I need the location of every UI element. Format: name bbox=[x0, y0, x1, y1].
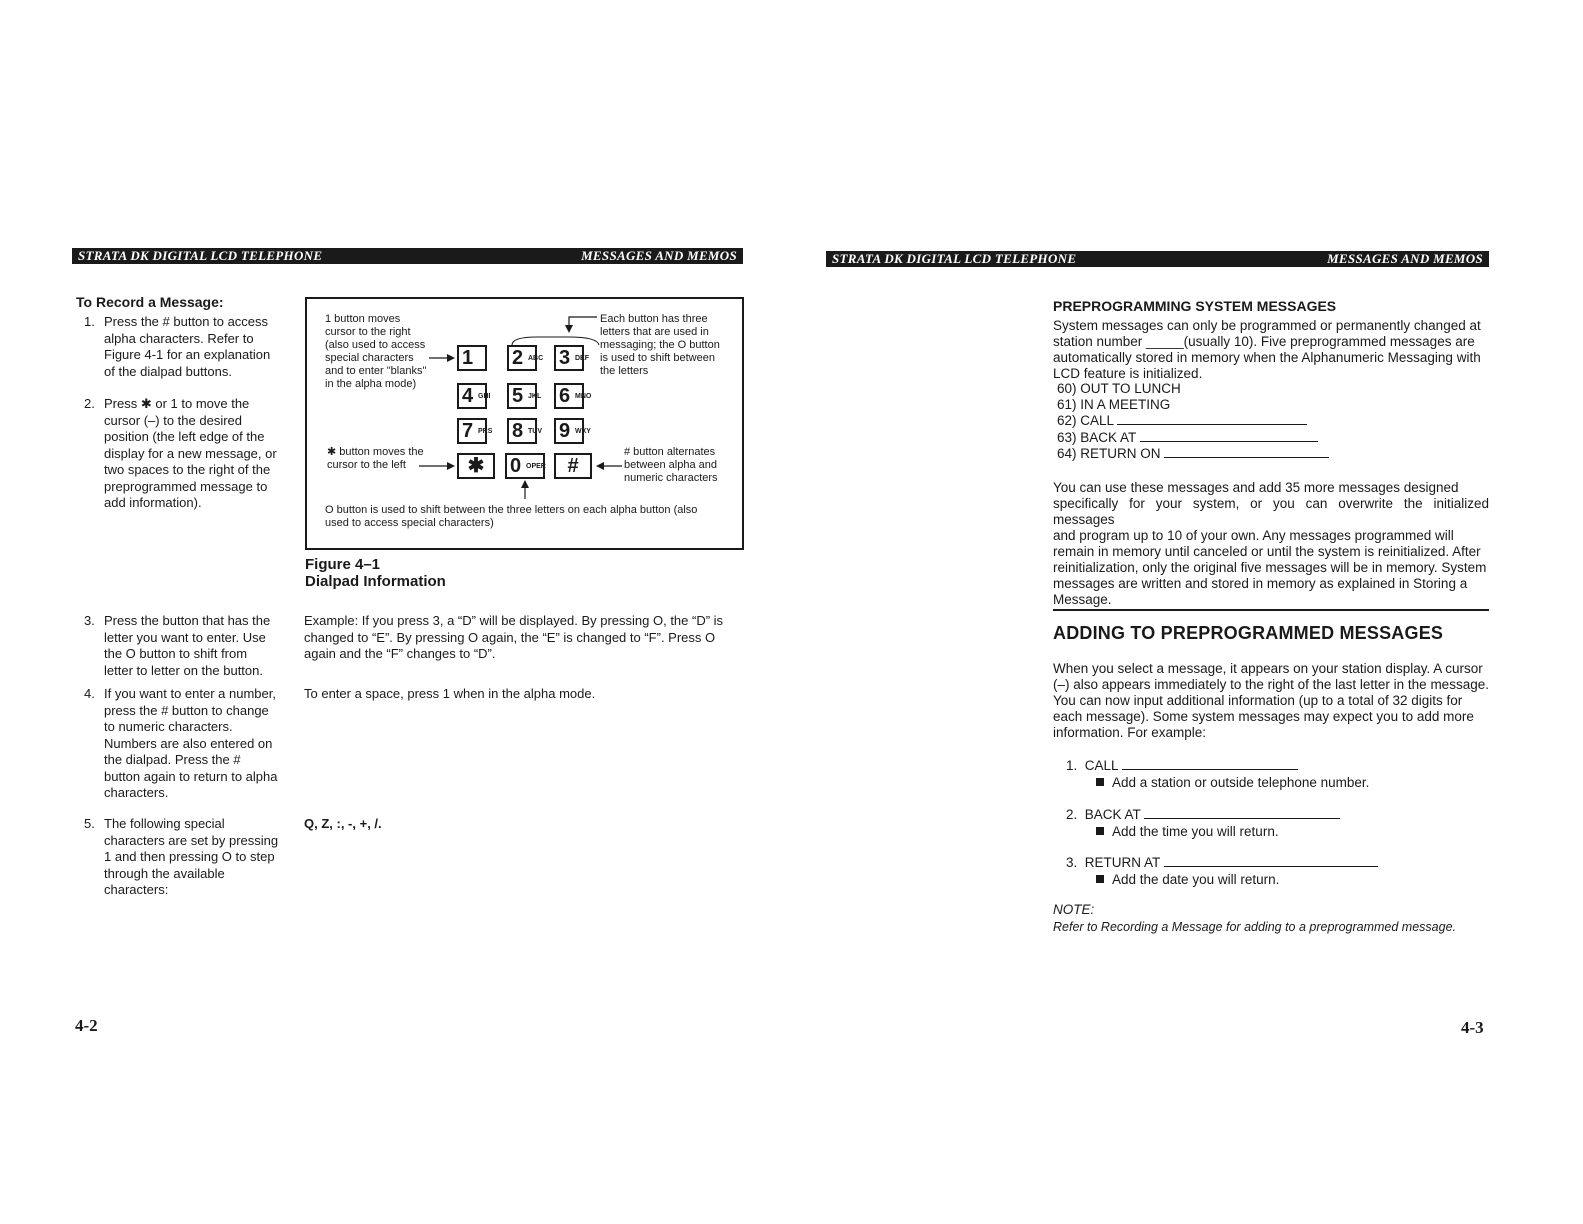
key-letters: PRS bbox=[478, 428, 493, 435]
step-line: characters are set by pressing bbox=[104, 832, 279, 848]
step-line: two spaces to the right of the bbox=[104, 462, 271, 477]
arrowhead-pound bbox=[596, 462, 604, 470]
figure-number: Figure 4–1 bbox=[305, 556, 381, 573]
square-bullet-icon bbox=[1096, 875, 1104, 883]
message-61 bbox=[1057, 397, 1170, 413]
key-digit: 7 bbox=[462, 420, 474, 442]
label-line: is used to shift between bbox=[600, 352, 715, 364]
key-letters: GHI bbox=[478, 393, 491, 400]
message-63 bbox=[1057, 430, 1318, 446]
step-line: 1 and then pressing O to step bbox=[104, 849, 275, 864]
body-line: messages are written and stored in memory as explained in Storing a bbox=[1053, 576, 1468, 591]
body-line: You can use these messages and add 35 more messages designed bbox=[1053, 480, 1459, 495]
arrowhead-star bbox=[447, 462, 455, 470]
step-number: 3. bbox=[84, 613, 95, 628]
example-note bbox=[1096, 823, 1426, 840]
label-line: O button is used to shift between the three letters on each alpha button (also bbox=[325, 504, 698, 516]
step-line: characters. bbox=[104, 785, 169, 800]
key-letters: MNO bbox=[575, 393, 592, 400]
example-line: Example: If you press 3, a “D” will be displayed. By pressing O, the “D” is bbox=[304, 613, 724, 628]
message-list bbox=[1057, 381, 1357, 465]
example-2 bbox=[1066, 806, 1426, 840]
intro-paragraph bbox=[1053, 318, 1489, 382]
step-line: preprogrammed message to bbox=[104, 478, 268, 494]
example-label: BACK AT bbox=[1084, 807, 1141, 822]
step-line: of the dialpad buttons. bbox=[104, 363, 232, 379]
key-digit: 3 bbox=[559, 347, 571, 369]
note-text: Refer to Recording a Message for adding to a preprogrammed message. bbox=[1053, 920, 1456, 934]
message-text: 62) CALL bbox=[1057, 413, 1114, 428]
step-text bbox=[104, 816, 278, 899]
letters-pointer bbox=[569, 317, 597, 331]
step-line: Numbers are also entered on bbox=[104, 735, 273, 751]
step-line: The following special bbox=[104, 816, 225, 831]
key-digit: 2 bbox=[512, 347, 524, 369]
example-paragraph bbox=[304, 613, 744, 663]
figure-arrows bbox=[307, 299, 738, 544]
label-line: (also used to access bbox=[325, 339, 426, 351]
body-line: remain in memory until canceled or until the system is reinitialized. After bbox=[1053, 544, 1481, 559]
example-label: RETURN AT bbox=[1084, 855, 1161, 870]
figure-title: Dialpad Information bbox=[305, 573, 446, 590]
step-line: the dialpad. Press the # bbox=[104, 752, 241, 767]
square-bullet-icon bbox=[1096, 778, 1104, 786]
message-60 bbox=[1057, 381, 1181, 397]
dialpad-figure bbox=[305, 297, 744, 550]
space-instruction: To enter a space, press 1 when in the alpha mode. bbox=[304, 686, 596, 701]
preprogramming-subtitle: PREPROGRAMMING SYSTEM MESSAGES bbox=[1053, 298, 1337, 314]
example-line: changed to “E”. By pressing O again, the “E” is changed to “F”. Press O bbox=[304, 629, 716, 645]
step-line: position (the left edge of the bbox=[104, 429, 265, 444]
example-number: 2. bbox=[1066, 807, 1078, 822]
right-header-title: STRATA DK DIGITAL LCD TELEPHONE bbox=[832, 251, 1077, 266]
section-divider bbox=[1053, 609, 1489, 611]
step-line: cursor (–) to the desired bbox=[104, 412, 243, 428]
arrowhead-zero bbox=[521, 480, 529, 488]
adding-paragraph bbox=[1053, 661, 1489, 741]
step-text bbox=[104, 314, 270, 380]
adding-line: information. For example: bbox=[1053, 725, 1207, 740]
arrowhead-letters bbox=[565, 325, 573, 333]
step-text bbox=[104, 686, 277, 802]
key-digit: 0 bbox=[510, 455, 522, 477]
left-header-bar bbox=[72, 248, 743, 264]
blank-line bbox=[1164, 855, 1378, 867]
message-text: 64) RETURN ON bbox=[1057, 446, 1161, 461]
intro-line: automatically stored in memory when the Alphanumeric Messaging with bbox=[1053, 350, 1481, 365]
message-text: 63) BACK AT bbox=[1057, 430, 1137, 445]
key-letters: DEF bbox=[575, 355, 589, 362]
key-letters: OPER bbox=[526, 463, 546, 470]
right-page-number: 4-3 bbox=[1461, 1018, 1484, 1037]
left-header-section: MESSAGES AND MEMOS bbox=[581, 248, 737, 263]
body-line: and program up to 10 of your own. Any messages programmed will bbox=[1053, 528, 1454, 543]
body-line: specifically for your system, or you can overwrite the initialized messages bbox=[1053, 496, 1489, 527]
example-number: 1. bbox=[1066, 758, 1078, 773]
key-letters: TUV bbox=[528, 428, 542, 435]
step-line: add information). bbox=[104, 495, 202, 510]
note-title: NOTE: bbox=[1053, 902, 1095, 917]
step-line: alpha characters. Refer to bbox=[104, 330, 254, 346]
figure-caption bbox=[305, 556, 446, 590]
example-line bbox=[1066, 854, 1426, 871]
label-line: in the alpha mode) bbox=[325, 378, 417, 390]
label-line: and to enter "blanks" bbox=[325, 365, 427, 377]
step-line: characters: bbox=[104, 882, 169, 897]
right-header-section: MESSAGES AND MEMOS bbox=[1327, 251, 1483, 266]
left-page-number: 4-2 bbox=[75, 1016, 98, 1035]
label-line: cursor to the left bbox=[327, 459, 406, 471]
square-bullet-icon bbox=[1096, 827, 1104, 835]
label-line: numeric characters bbox=[624, 472, 718, 484]
key-digit: # bbox=[567, 455, 579, 477]
example-note-text: Add the date you will return. bbox=[1112, 872, 1280, 887]
key-digit: 4 bbox=[462, 385, 474, 407]
step-number: 5. bbox=[84, 816, 95, 831]
label-line: ✱ button moves the bbox=[327, 446, 424, 458]
message-62 bbox=[1057, 413, 1307, 429]
left-header-title: STRATA DK DIGITAL LCD TELEPHONE bbox=[78, 248, 323, 263]
step-line: Press ✱ or 1 to move the bbox=[104, 396, 250, 411]
special-characters: Q, Z, :, -, +, /. bbox=[304, 816, 382, 831]
step-line: press the # button to change bbox=[104, 702, 269, 718]
example-line bbox=[1066, 806, 1426, 823]
key-letters: ABC bbox=[528, 355, 544, 362]
blank-line bbox=[1117, 413, 1307, 425]
example-note bbox=[1096, 774, 1426, 791]
adding-heading: ADDING TO PREPROGRAMMED MESSAGES bbox=[1053, 623, 1444, 643]
adding-line: each message). Some system messages may expect you to add more bbox=[1053, 709, 1474, 724]
label-line: letters that are used in bbox=[600, 326, 709, 338]
blank-line bbox=[1140, 430, 1318, 442]
label-line: cursor to the right bbox=[325, 326, 411, 338]
step-line: Figure 4-1 for an explanation bbox=[104, 347, 271, 362]
step-number: 4. bbox=[84, 686, 95, 701]
example-line: again and the “F” changes to “D”. bbox=[304, 646, 496, 661]
step-text bbox=[104, 613, 270, 679]
example-label: CALL bbox=[1084, 758, 1119, 773]
step-line: button again to return to alpha bbox=[104, 768, 278, 784]
example-note-text: Add the time you will return. bbox=[1112, 824, 1279, 839]
example-note-text: Add a station or outside telephone number. bbox=[1112, 775, 1370, 790]
adding-line: (–) also appears immediately to the right of the last letter in the message. bbox=[1053, 677, 1489, 692]
key-letters: WXY bbox=[575, 428, 591, 435]
intro-line: station number _____(usually 10). Five preprogrammed messages are bbox=[1053, 334, 1475, 349]
step-text bbox=[104, 396, 277, 512]
example-1 bbox=[1066, 757, 1426, 791]
step-number: 1. bbox=[84, 314, 95, 329]
intro-line: LCD feature is initialized. bbox=[1053, 366, 1203, 381]
adding-line: You can now input additional information (up to a total of 32 digits for bbox=[1053, 693, 1463, 708]
blank-line bbox=[1164, 446, 1329, 458]
step-line: display for a new message, or bbox=[104, 445, 277, 461]
example-line bbox=[1066, 757, 1426, 774]
step-line: through the available bbox=[104, 865, 225, 881]
label-line: # button alternates bbox=[624, 446, 716, 458]
example-note bbox=[1096, 871, 1426, 888]
step-line: If you want to enter a number, bbox=[104, 686, 276, 701]
message-64 bbox=[1057, 446, 1329, 462]
step-line: Press the button that has the bbox=[104, 613, 271, 628]
label-line: between alpha and bbox=[624, 459, 717, 471]
label-line: used to access special characters) bbox=[325, 517, 494, 529]
key-digit: 6 bbox=[559, 385, 571, 407]
step-line: the O button to shift from bbox=[104, 646, 248, 661]
letters-brace bbox=[512, 337, 599, 345]
blank-line bbox=[1122, 758, 1298, 770]
key-digit: ✱ bbox=[467, 455, 485, 477]
key-letters: JKL bbox=[528, 393, 542, 400]
right-header-bar bbox=[826, 251, 1489, 267]
label-line: the letters bbox=[600, 365, 649, 377]
example-3 bbox=[1066, 854, 1426, 888]
label-line: 1 button moves bbox=[325, 313, 401, 325]
arrowhead-key-1 bbox=[447, 354, 455, 362]
key-digit: 1 bbox=[462, 347, 474, 369]
step-line: letter you want to enter. Use bbox=[104, 629, 266, 645]
body-paragraph bbox=[1053, 480, 1489, 608]
key-digit: 5 bbox=[512, 385, 524, 407]
step-line: to numeric characters. bbox=[104, 719, 233, 734]
record-message-title: To Record a Message: bbox=[76, 294, 224, 310]
label-line: special characters bbox=[325, 352, 414, 364]
step-line: Press the # button to access bbox=[104, 314, 269, 329]
adding-line: When you select a message, it appears on your station display. A cursor bbox=[1053, 661, 1483, 676]
example-number: 3. bbox=[1066, 855, 1078, 870]
message-text: 61) IN A MEETING bbox=[1057, 397, 1171, 412]
label-line: Each button has three bbox=[600, 313, 708, 325]
key-digit: 8 bbox=[512, 420, 524, 442]
label-line: messaging; the O button bbox=[600, 339, 720, 351]
step-number: 2. bbox=[84, 396, 95, 411]
message-text: 60) OUT TO LUNCH bbox=[1057, 381, 1181, 396]
key-digit: 9 bbox=[559, 420, 571, 442]
body-line: reinitialization, only the original five messages will be in memory. System bbox=[1053, 560, 1487, 575]
body-line: Message. bbox=[1053, 592, 1112, 607]
blank-line bbox=[1144, 807, 1340, 819]
step-line: letter to letter on the button. bbox=[104, 662, 263, 678]
intro-line: System messages can only be programmed or permanently changed at bbox=[1053, 318, 1481, 333]
